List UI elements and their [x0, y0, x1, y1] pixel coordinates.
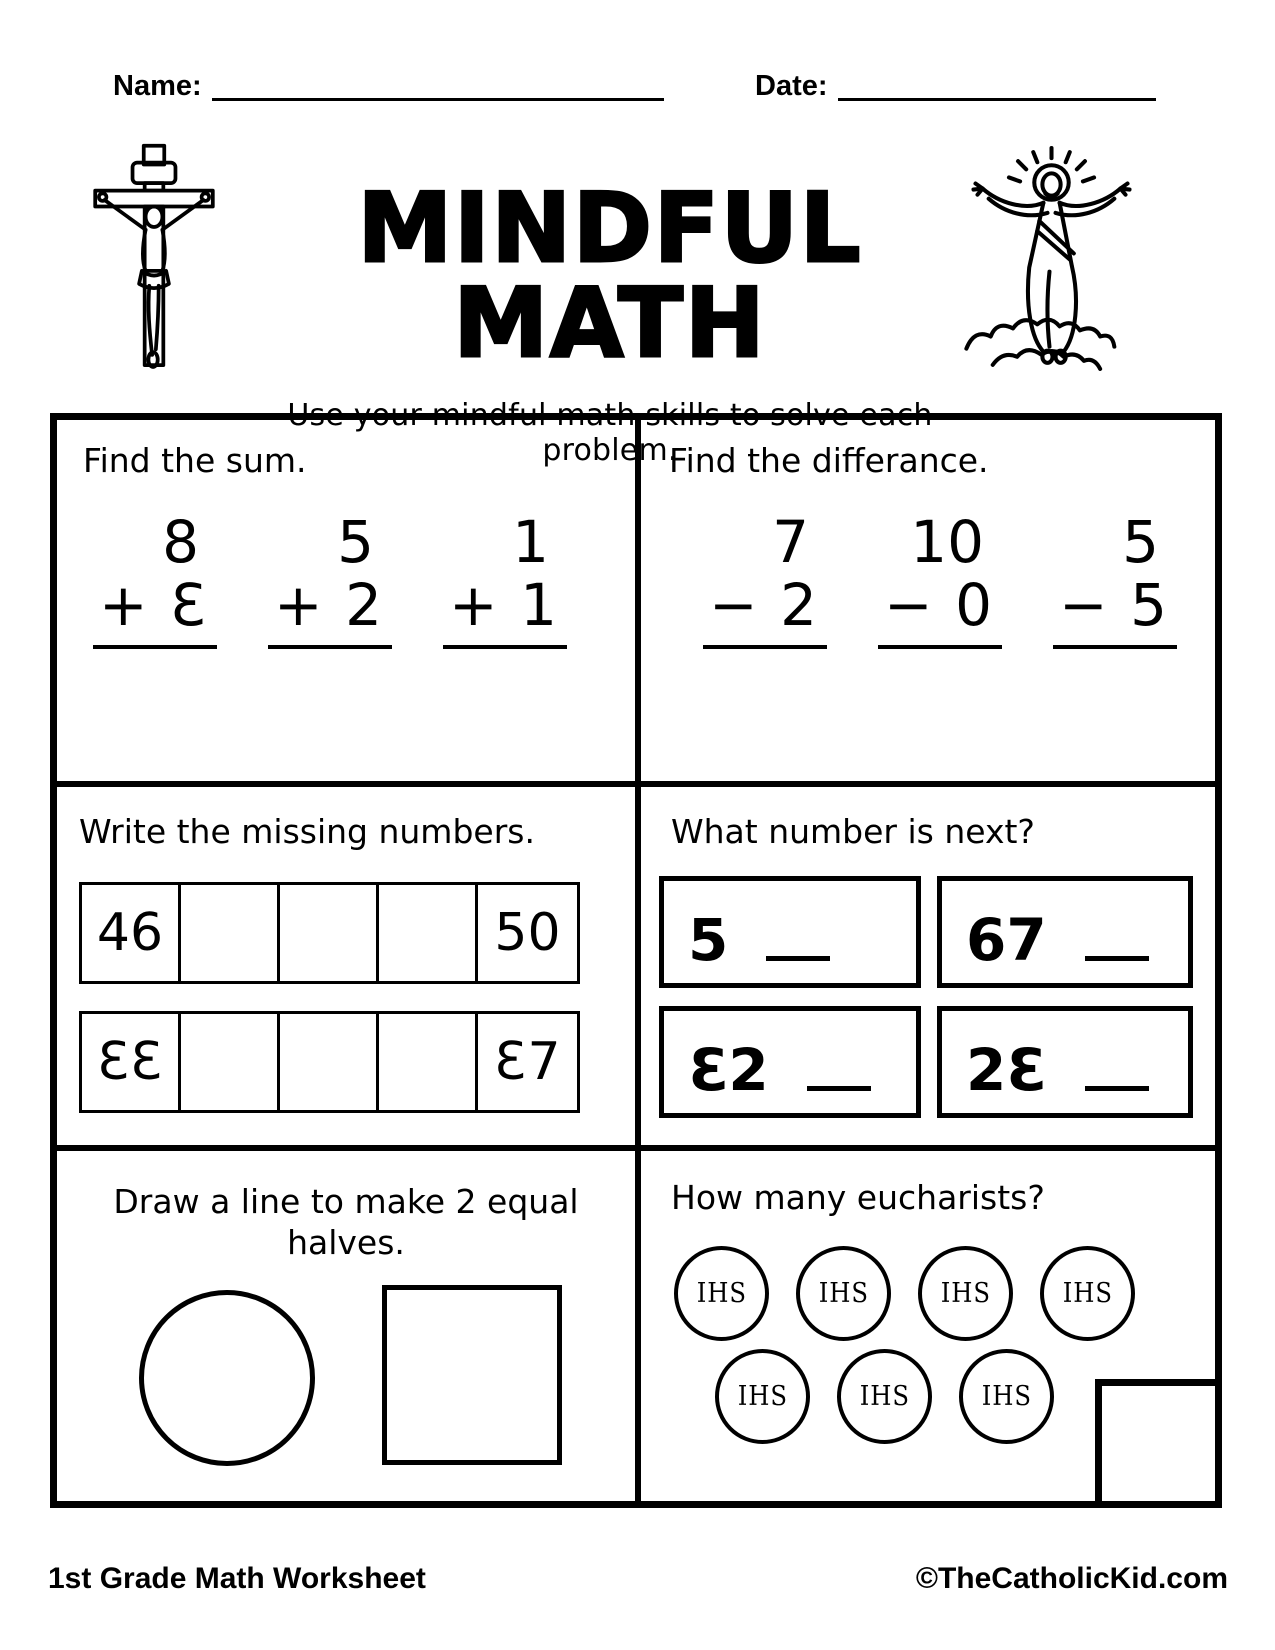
- empty-cell[interactable]: [379, 1014, 478, 1110]
- eucharist-host: IHS: [918, 1246, 1013, 1341]
- footer-credit: ©TheCatholicKid.com: [915, 1562, 1228, 1595]
- next-number-box-2[interactable]: [937, 876, 1193, 988]
- subtrahend: 5: [1130, 571, 1167, 640]
- minus-operator: −: [1059, 571, 1108, 640]
- answer-box[interactable]: [1095, 1379, 1215, 1501]
- halves-prompt: Draw a line to make 2 equal halves.: [113, 1182, 579, 1263]
- answer-blank[interactable]: [1085, 956, 1149, 961]
- section-equal-halves: [57, 1145, 635, 1501]
- footer-worksheet-label: 1st Grade Math Worksheet: [48, 1562, 426, 1595]
- sequence-number: 5: [688, 906, 729, 975]
- number-cell: 46: [82, 885, 181, 981]
- answer-line[interactable]: [93, 645, 217, 649]
- next-number-prompt: What number is next?: [671, 812, 1035, 851]
- next-number-box-1[interactable]: [659, 876, 921, 988]
- sequence-number: 67: [966, 906, 1047, 975]
- name-label: Name:: [113, 70, 202, 102]
- crucifix-illustration: [84, 136, 224, 374]
- answer-blank[interactable]: [807, 1086, 871, 1091]
- page-subtitle: Use your mindful math skills to solve each problem.: [287, 398, 933, 468]
- subtrahend: 0: [955, 571, 992, 640]
- next-number-box-4[interactable]: [937, 1006, 1193, 1118]
- number-cell: 37: [494, 1032, 561, 1093]
- number-cell: 50: [494, 903, 561, 964]
- minuend: 10: [910, 508, 984, 577]
- subtrahend: 2: [780, 571, 817, 640]
- addend-top: 8: [162, 508, 199, 577]
- answer-line[interactable]: [703, 645, 827, 649]
- worksheet-grid: [50, 413, 1222, 1508]
- missing-numbers-row-1: [79, 882, 580, 984]
- number-cell: 33: [82, 1014, 181, 1110]
- circle-shape[interactable]: [139, 1290, 315, 1466]
- subtraction-problem-2[interactable]: [882, 508, 1000, 649]
- addend-top: 5: [337, 508, 374, 577]
- date-row: [755, 72, 1156, 101]
- missing-numbers-prompt: Write the missing numbers.: [79, 812, 535, 851]
- addend-top: 1: [512, 508, 549, 577]
- section-find-the-difference: [635, 420, 1215, 781]
- missing-numbers-row-2: [79, 1011, 580, 1113]
- subtraction-problem-1[interactable]: [707, 508, 825, 649]
- addition-problem-1[interactable]: [97, 508, 215, 649]
- addend-bottom: 1: [520, 571, 557, 640]
- empty-cell[interactable]: [181, 1014, 280, 1110]
- eucharist-host: IHS: [959, 1349, 1054, 1444]
- minuend: 7: [772, 508, 809, 577]
- eucharist-prompt: How many eucharists?: [671, 1178, 1045, 1217]
- empty-cell[interactable]: [379, 885, 478, 981]
- addend-bottom: 3: [170, 571, 207, 640]
- section-find-the-sum: [57, 420, 635, 781]
- ascension-jesus-illustration: [962, 146, 1140, 374]
- empty-cell[interactable]: [280, 1014, 379, 1110]
- empty-cell[interactable]: [181, 885, 280, 981]
- eucharist-host: IHS: [1040, 1246, 1135, 1341]
- subtraction-problem-3[interactable]: [1057, 508, 1175, 649]
- page-title: MINDFUL MATH: [357, 174, 863, 379]
- sum-prompt: Find the sum.: [83, 441, 307, 480]
- sequence-number: 32: [688, 1036, 769, 1105]
- answer-line[interactable]: [443, 645, 567, 649]
- addend-bottom: 2: [345, 571, 382, 640]
- date-blank-line[interactable]: [838, 74, 1156, 101]
- answer-line[interactable]: [878, 645, 1002, 649]
- plus-operator: +: [99, 571, 148, 640]
- plus-operator: +: [274, 571, 323, 640]
- next-number-box-3[interactable]: [659, 1006, 921, 1118]
- square-shape[interactable]: [382, 1285, 562, 1465]
- addition-problem-2[interactable]: [272, 508, 390, 649]
- addition-problem-3[interactable]: [447, 508, 565, 649]
- addition-problems: [97, 508, 635, 649]
- difference-prompt: Find the differance.: [669, 441, 989, 480]
- name-row: [113, 72, 664, 101]
- section-missing-numbers: [57, 781, 635, 1145]
- minus-operator: −: [884, 571, 933, 640]
- answer-line[interactable]: [268, 645, 392, 649]
- minuend: 5: [1122, 508, 1159, 577]
- eucharist-host: IHS: [715, 1349, 810, 1444]
- date-label: Date:: [755, 70, 828, 102]
- subtraction-problems: [707, 508, 1215, 649]
- minus-operator: −: [709, 571, 758, 640]
- answer-line[interactable]: [1053, 645, 1177, 649]
- name-blank-line[interactable]: [212, 74, 664, 101]
- section-what-number-is-next: [635, 781, 1215, 1145]
- plus-operator: +: [449, 571, 498, 640]
- answer-blank[interactable]: [766, 956, 830, 961]
- eucharist-host: IHS: [837, 1349, 932, 1444]
- sequence-number: 23: [966, 1036, 1047, 1105]
- answer-blank[interactable]: [1085, 1086, 1149, 1091]
- empty-cell[interactable]: [280, 885, 379, 981]
- eucharist-host: IHS: [674, 1246, 769, 1341]
- next-number-boxes: [659, 876, 1215, 1118]
- section-count-eucharists: [635, 1145, 1215, 1501]
- eucharist-host: IHS: [796, 1246, 891, 1341]
- eucharist-row-1: [674, 1246, 1215, 1341]
